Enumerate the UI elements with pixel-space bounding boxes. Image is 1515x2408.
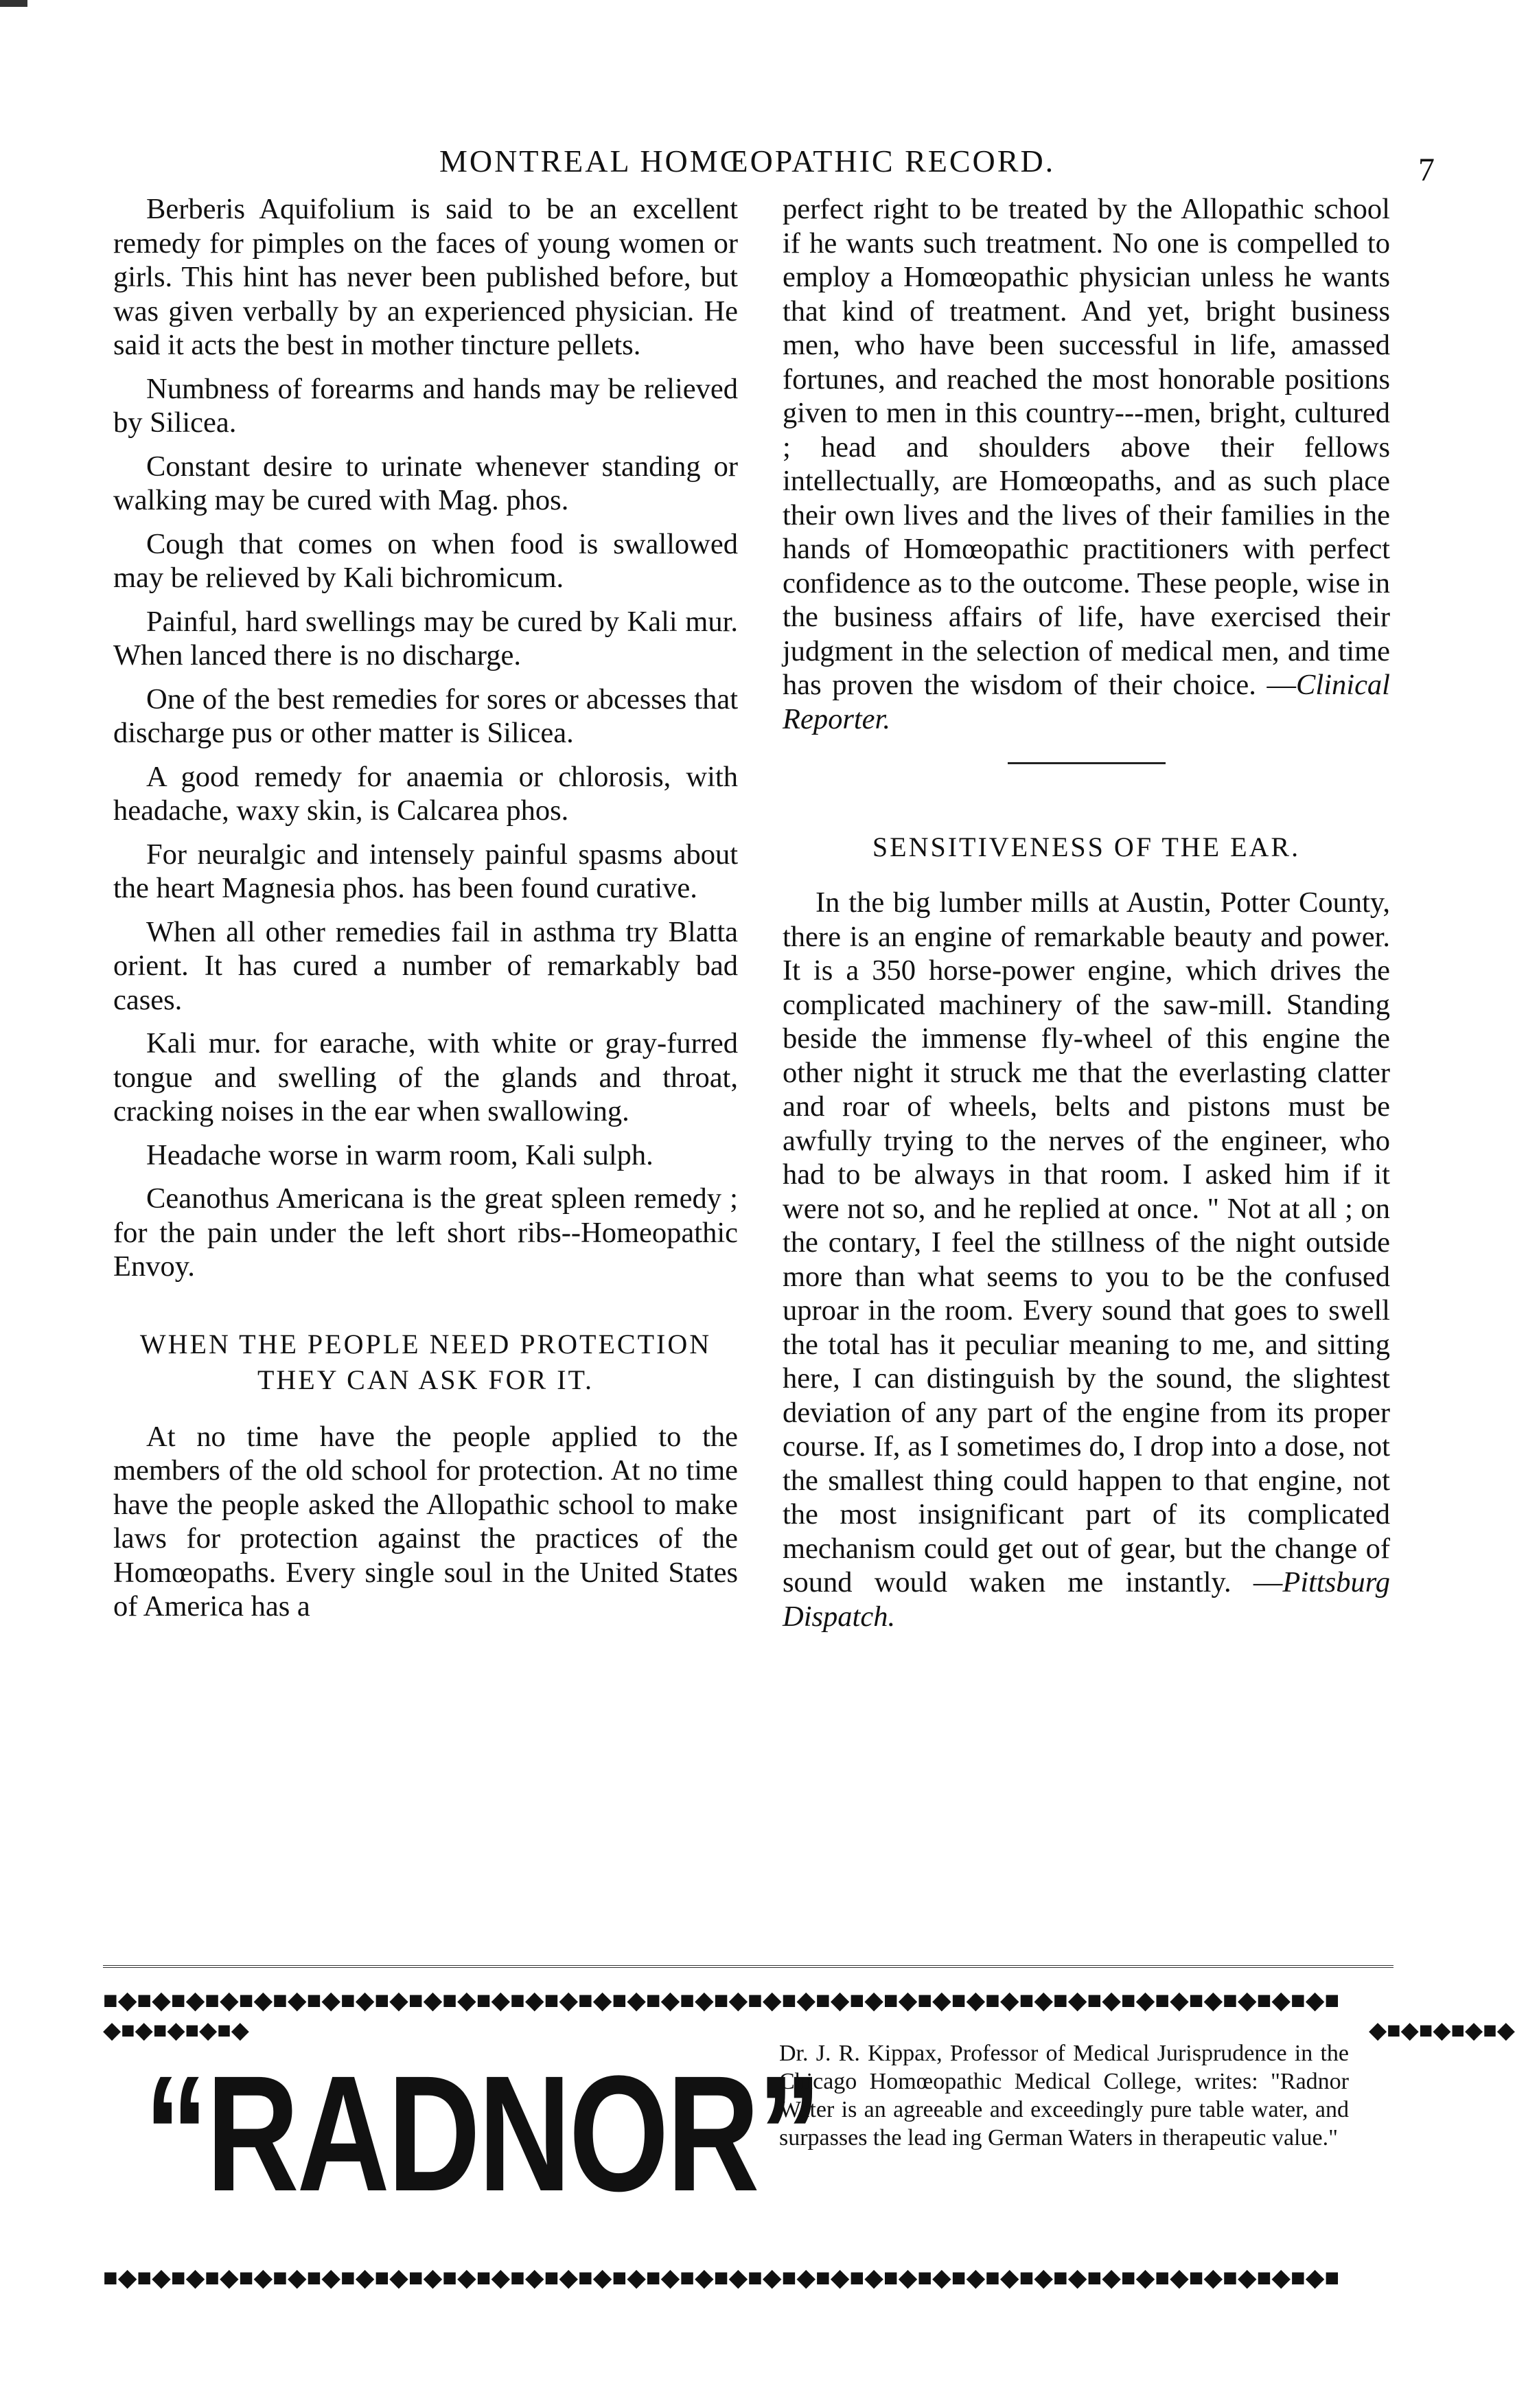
article-heading-ear: SENSITIVENESS OF THE EAR. [872,832,1301,862]
ornamental-border-right: ◆■◆■◆■◆■◆ [1369,2018,1515,2043]
paragraph: One of the best remedies for sores or abcesses that discharge pus or other matter is Silicea. [113,683,738,749]
paragraph: Headache worse in warm room, Kali sulph. [146,1138,654,1171]
article-heading-protection: WHEN THE PEOPLE NEED PROTECTION THEY CAN ASK FOR IT. [139,1328,712,1395]
scan-mark [0,0,27,7]
paragraph [783,886,1390,1633]
ornamental-border-top: ■◆■◆■◆■◆■◆■◆■◆■◆■◆■◆■◆■◆■◆■◆■◆■◆■◆■◆■◆■◆■◆■◆■◆■◆■◆■◆■◆■◆■◆■◆■◆■◆■◆■◆■◆■◆■ [103,1986,1340,2014]
page-header [117,143,1442,198]
continuation-text: perfect right to be treated by the Allopathic school if he wants such treatment. No one is compelled to employ a Homœopathic physician unless he wants that kind of treatment. And yet, bright business men, who have been successful in life, amassed fortunes, and reached the most honorable positions given to men in this country---men, bright, cultured ; head and shoulders above their fellows intellectually, are Homœopaths, and as such place their own lives and the lives of their families in the hands of Homœopathic practitioners with perfect confidence as to the outcome. These people, wise in the business affairs of life, have exercised their judgment in the selection of medical men, and time has proven the wisdom of their choice. — [783,193,1390,701]
section-divider [1008,762,1166,764]
paragraph: Kali mur. for earache, with white or gray-furred tongue and swelling of the glands and throat, cracking noises in the ear when swallowing. [113,1027,738,1127]
advertisement-testimonial: Dr. J. R. Kippax, Professor of Medical Jurisprudence in the Chicago Homœopathic Medical College, writes: "Radnor Water is an agreeable and exceedingly pure table water, and surpasses the lead ing German Waters in therapeutic value." [779,2041,1349,2151]
paragraph: When all other remedies fail in asthma try Blatta orient. It has cured a number of remarkably bad cases. [113,915,738,1016]
paragraph: Constant desire to urinate whenever standing or walking may be cured with Mag. phos. [113,450,738,516]
paragraph: For neuralgic and intensely painful spasms about the heart Magnesia phos. has been found curative. [113,838,738,904]
citation: Pittsburg Dispatch. [783,1566,1390,1633]
paragraph: Ceanothus Americana is the great spleen remedy ; for the pain under the left short ribs--Homeopathic Envoy. [113,1182,738,1283]
paragraph: At no time have the people applied to the members of the old school for protection. At no time have the people asked the Allopathic school to make laws for protection against the practices of the Homœopaths. Every single soul in the United States of America has a [113,1420,738,1622]
ornamental-border-left: ◆■◆■◆■◆■◆ [103,2018,249,2043]
right-column [783,192,1390,1643]
page-number: 7 [1418,152,1435,188]
paragraph: A good remedy for anaemia or chlorosis, with headache, waxy skin, is Calcarea phos. [113,760,738,827]
brand-name: “RADNOR” [144,2041,820,2225]
advertisement-top-rule [103,1965,1393,1968]
running-head: MONTREAL HOMŒOPATHIC RECORD. [439,144,1056,179]
ornamental-border-bottom: ■◆■◆■◆■◆■◆■◆■◆■◆■◆■◆■◆■◆■◆■◆■◆■◆■◆■◆■◆■◆■◆■◆■◆■◆■◆■◆■◆■◆■◆■◆■◆■◆■◆■◆■◆■◆■ [103,2264,1340,2291]
radnor-advertisement [103,1986,1515,2291]
paragraph: Painful, hard swellings may be cured by Kali mur. When lanced there is no discharge. [113,605,738,672]
paragraph: Berberis Aquifolium is said to be an excellent remedy for pimples on the faces of young women or girls. This hint has never been published before, but was given verbally by an experienced physician. He said it acts the best in mother tincture pellets. [113,193,738,361]
paragraph-continuation [783,192,1390,736]
left-column [113,192,738,1633]
paragraph: Cough that comes on when food is swallowed may be relieved by Kali bichromicum. [113,527,738,594]
paragraph: Numbness of forearms and hands may be relieved by Silicea. [113,372,738,439]
citation: Clinical Reporter. [783,669,1390,735]
paragraph-text: In the big lumber mills at Austin, Potter County, there is an engine of remarkable beauty and power. It is a 350 horse-power engine, which drives the complicated machinery of the saw-mill. Standing beside the immense fly-wheel of this engine the other night it struck me that the everlasting clatter and roar of wheels, belts and pistons must be awfully trying to the nerves of the engineer, who had to be always in that room. I asked him if it were not so, and he replied at once. " Not at all ; on the contary, I feel the stillness of the night outside more than what seems to you to be the confused uproar in the room. Every sound that goes to swell the total has it peculiar meaning to me, and sitting here, I can distinguish by the sound, the slightest deviation of any part of the engine from its proper course. If, as I sometimes do, I drop into a dose, not the smallest thing could happen to that engine, not the most insignificant part of its complicated mechanism could get out of gear, but the change of sound would waken me instantly. — [783,886,1390,1598]
